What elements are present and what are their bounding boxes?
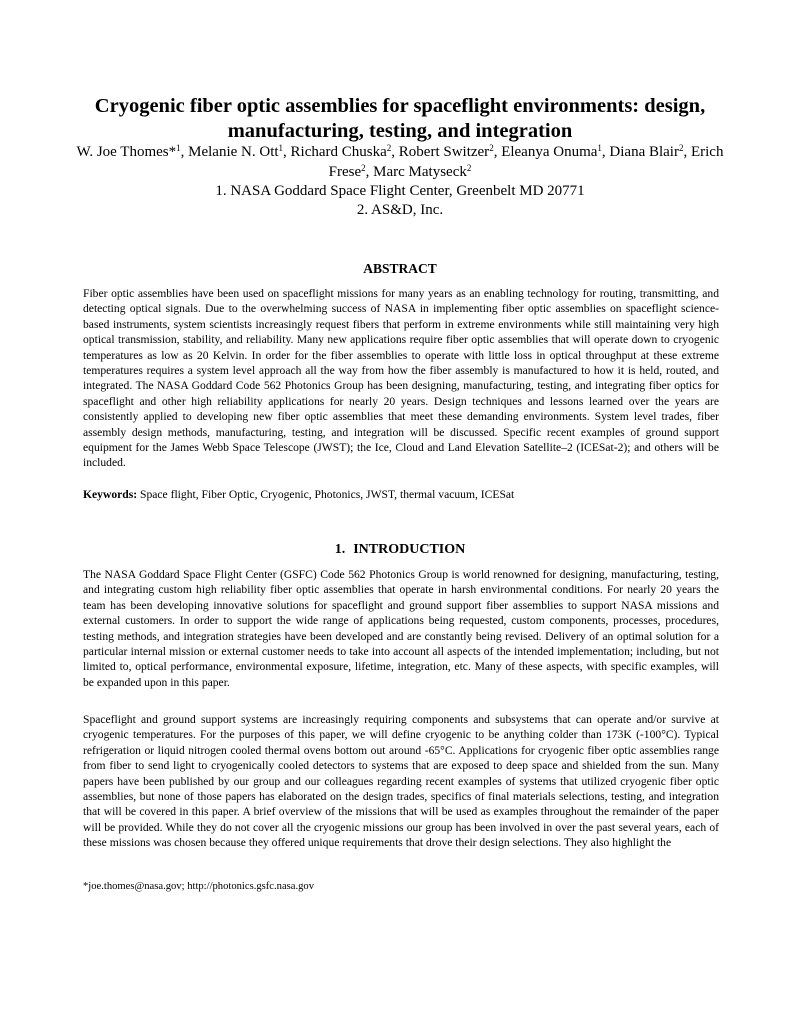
footnote: *joe.thomes@nasa.gov; http://photonics.gsfc.nasa.gov xyxy=(83,881,315,892)
author xyxy=(188,144,290,160)
abstract-text: Fiber optic assemblies have been used on spaceflight missions for many years as an enabling technology for routing, transmitting, and detecting optical signals. Due to the overwhelming success of NASA in implementing fiber optic assemblies on spaceflight science-based instruments, system scientists increasingly request fibers that perform in extreme environments while still maintaining very high optical transmission, stability, and reliability. Many new applications require fiber optic assemblies that will operate down to cryogenic temperatures as low as 20 Kelvin. In order for the fiber assemblies to operate with little loss in optical throughput at these extreme temperatures requires a system level approach all the way from how the fiber assembly is manufactured to how it is held, routed, and integrated. The NASA Goddard Code 562 Photonics Group has been designing, manufacturing, testing, and integrating fiber optics for spaceflight and other high reliability applications for nearly 20 years. Design techniques and lessons learned over the years are consistently applied to developing new fiber optic assemblies that meet these demanding environments. System level trades, fiber assembly design methods, manufacturing, testing, and integration will be discussed. Specific recent examples of ground support equipment for the James Webb Space Telescope (JWST); the Ice, Cloud and Land Elevation Satellite–2 (ICESat-2); and others will be included. xyxy=(83,287,719,470)
author-name: Richard Chuska xyxy=(290,144,387,160)
affiliation-1: 1. NASA Goddard Space Flight Center, Greenbelt MD 20771 xyxy=(215,183,585,199)
section-title: INTRODUCTION xyxy=(353,542,466,557)
author-name: Robert Switzer xyxy=(398,144,490,160)
introduction-paragraph-2: Spaceflight and ground support systems are increasingly requiring components and subsystems that can operate and/or survive at cryogenic temperatures. For the purposes of this paper, we will define cryogenic to be anything colder than 173K (-100°C). Typical refrigeration or liquid nitrogen cooled thermal ovens bottom out around -65°C. Applications for cryogenic fiber optic assemblies range from fiber to send light to cryogenically cooled detectors to systems that are exposed to deep space and shielded from the sun. Many papers have been published by our group and our colleagues regarding recent examples of systems that utilized cryogenic fiber optic assemblies, but none of those papers has elaborated on the design trades, specifics of final materials selections, testing, and integration that will be covered in this paper. A brief overview of the missions that will be used as examples throughout the remainder of the paper will be provided. While they do not cover all the cryogenic missions our group has been involved in over the past several years, each of these missions was chosen because they offered unique requirements that drove their design selections. They also highlight the xyxy=(83,713,719,850)
keywords xyxy=(83,487,719,502)
affiliation-2: 2. AS&D, Inc. xyxy=(356,202,444,218)
keywords-text: Space flight, Fiber Optic, Cryogenic, Photonics, JWST, thermal vacuum, ICESat xyxy=(140,488,515,501)
affiliation-marker: 2 xyxy=(386,143,392,153)
affiliation-marker: 2 xyxy=(489,143,494,153)
affiliation-marker: 1 xyxy=(278,143,284,153)
author-separator: , xyxy=(683,144,691,160)
author-separator: , xyxy=(493,144,502,160)
author-name: Erich Frese xyxy=(328,144,724,180)
author-name: Diana Blair xyxy=(609,144,679,160)
author xyxy=(291,144,399,160)
keywords-label: Keywords: xyxy=(83,488,138,501)
abstract-heading: ABSTRACT xyxy=(363,261,437,276)
affiliation-marker: 2 xyxy=(678,143,684,153)
affiliation-marker: 2 xyxy=(466,162,472,173)
author xyxy=(77,144,189,160)
author-separator: , xyxy=(365,163,374,180)
author-separator: , xyxy=(391,144,399,160)
author-list xyxy=(70,143,730,182)
author xyxy=(373,164,471,180)
author-separator: , xyxy=(283,144,291,160)
affiliation-marker: 2 xyxy=(361,162,366,173)
section-number: 1. xyxy=(334,542,346,557)
author-separator: , xyxy=(180,144,189,160)
introduction-paragraph-1: The NASA Goddard Space Flight Center (GSFC) Code 562 Photonics Group is world renowned for designing, manufacturing, testing, and integrating custom high reliability fiber optic assemblies that operate in harsh environmental conditions. For nearly 20 years the team has been developing innovative solutions for spaceflight and ground support fiber assemblies to support NASA missions and external customers. In order to support the wide range of applications being requested, custom components, processes, procedures, testing methods, and integration strategies have been developed and are constantly being revised. Delivery of an optimal solution for a particular internal mission or external customer needs to take into account all aspects of the intended implementation; including, but not limited to, optical performance, environmental exposure, lifetime, integration, etc. Many of these aspects, with specific examples, will be expanded upon in this paper. xyxy=(83,568,719,689)
author xyxy=(399,144,501,160)
author xyxy=(501,144,609,160)
section-heading-introduction xyxy=(60,542,740,558)
author-name: W. Joe Thomes* xyxy=(76,144,177,160)
paper-title: Cryogenic fiber optic assemblies for spaceflight environments: design, manufacturing, testing, and integration xyxy=(94,95,706,142)
author-name: Marc Matyseck xyxy=(373,163,467,180)
author-name: Melanie N. Ott xyxy=(188,144,279,160)
affiliation-marker: 1 xyxy=(176,143,181,153)
author-name: Eleanya Onuma xyxy=(501,144,598,160)
affiliation-marker: 1 xyxy=(597,143,602,153)
author-separator: , xyxy=(601,144,610,160)
author xyxy=(609,144,691,160)
